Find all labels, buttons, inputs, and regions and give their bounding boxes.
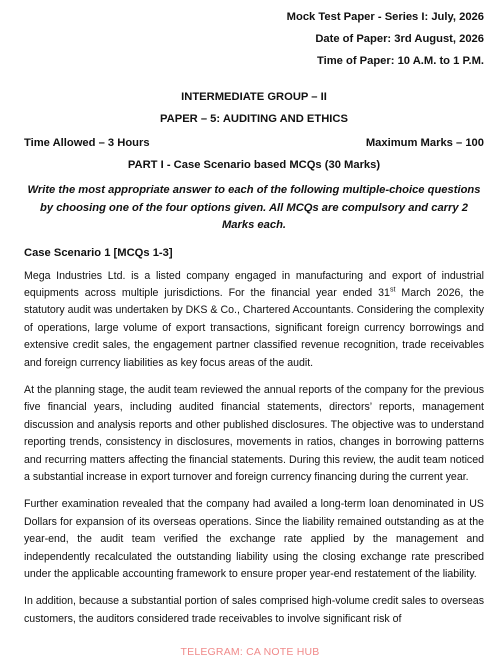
- date-line: Date of Paper: 3rd August, 2026: [315, 33, 484, 45]
- maximum-marks: Maximum Marks – 100: [365, 137, 484, 149]
- paragraph-1: [24, 268, 484, 372]
- exam-page: [24, 0, 484, 628]
- group-title: INTERMEDIATE GROUP – II: [181, 91, 327, 103]
- part-heading: PART I - Case Scenario based MCQs (30 Marks): [127, 159, 381, 171]
- paragraph-4: In addition, because a substantial portion of sales comprised high-volume credit sales to overseas customers, the auditors considered trade receivables to involve significant risk of: [24, 595, 484, 625]
- paragraph-3: Further examination revealed that the company had availed a long-term loan denominated in US Dollars for expansion of its overseas operations. Since the liability remained outstanding as at the year-end, the audit team verified the exchange rate applied by the management and independently recalculated the outstanding liability using the closing exchange rate prescribed under the applicable accounting framework to ensure proper year-end restatement of the liability.: [24, 498, 484, 580]
- time-line: Time of Paper: 10 A.M. to 1 P.M.: [316, 55, 484, 67]
- time-allowed: Time Allowed – 3 Hours: [24, 137, 150, 149]
- paragraph-2: At the planning stage, the audit team reviewed the annual reports of the company for the previous five financial years, including audited financial statements, directors’ reports, management discussion and analysis reports and other published disclosures. The objective was to understand reporting trends, consistency in disclosures, movements in ratios, changes in borrowing patterns and recurring matters affecting the financial statements. During this review, the audit team noticed a substantial increase in export turnover and foreign currency financing during the current year.: [24, 383, 484, 483]
- instructions: Write the most appropriate answer to each of the following multiple-choice questions by choosing one of the four options given. All MCQs are compulsory and carry 2 Marks each.: [27, 184, 481, 231]
- paragraph-1-end: March 2026, the statutory audit was undertaken by DKS & Co., Chartered Accountants. Considering the complexity of operations, large volume of export transactions, significant foreign currency borrowings and extensive credit sales, the engagement partner classified revenue recognition, trade receivables and foreign currency liabilities as key focus areas of the audit.: [24, 286, 485, 369]
- paragraph-1-start: Mega Industries Ltd. is a listed company engaged in manufacturing and export of industrial equipments across multiple jurisdictions. For the financial year ended 31: [24, 269, 484, 299]
- ordinal-suffix: st: [389, 286, 396, 294]
- time-marks-row: [24, 134, 484, 152]
- series-line: Mock Test Paper - Series I: July, 2026: [286, 11, 484, 23]
- case-heading: Case Scenario 1 [MCQs 1-3]: [24, 246, 173, 259]
- watermark: TELEGRAM: CA NOTE HUB: [180, 646, 320, 658]
- paper-title: PAPER – 5: AUDITING AND ETHICS: [160, 113, 348, 125]
